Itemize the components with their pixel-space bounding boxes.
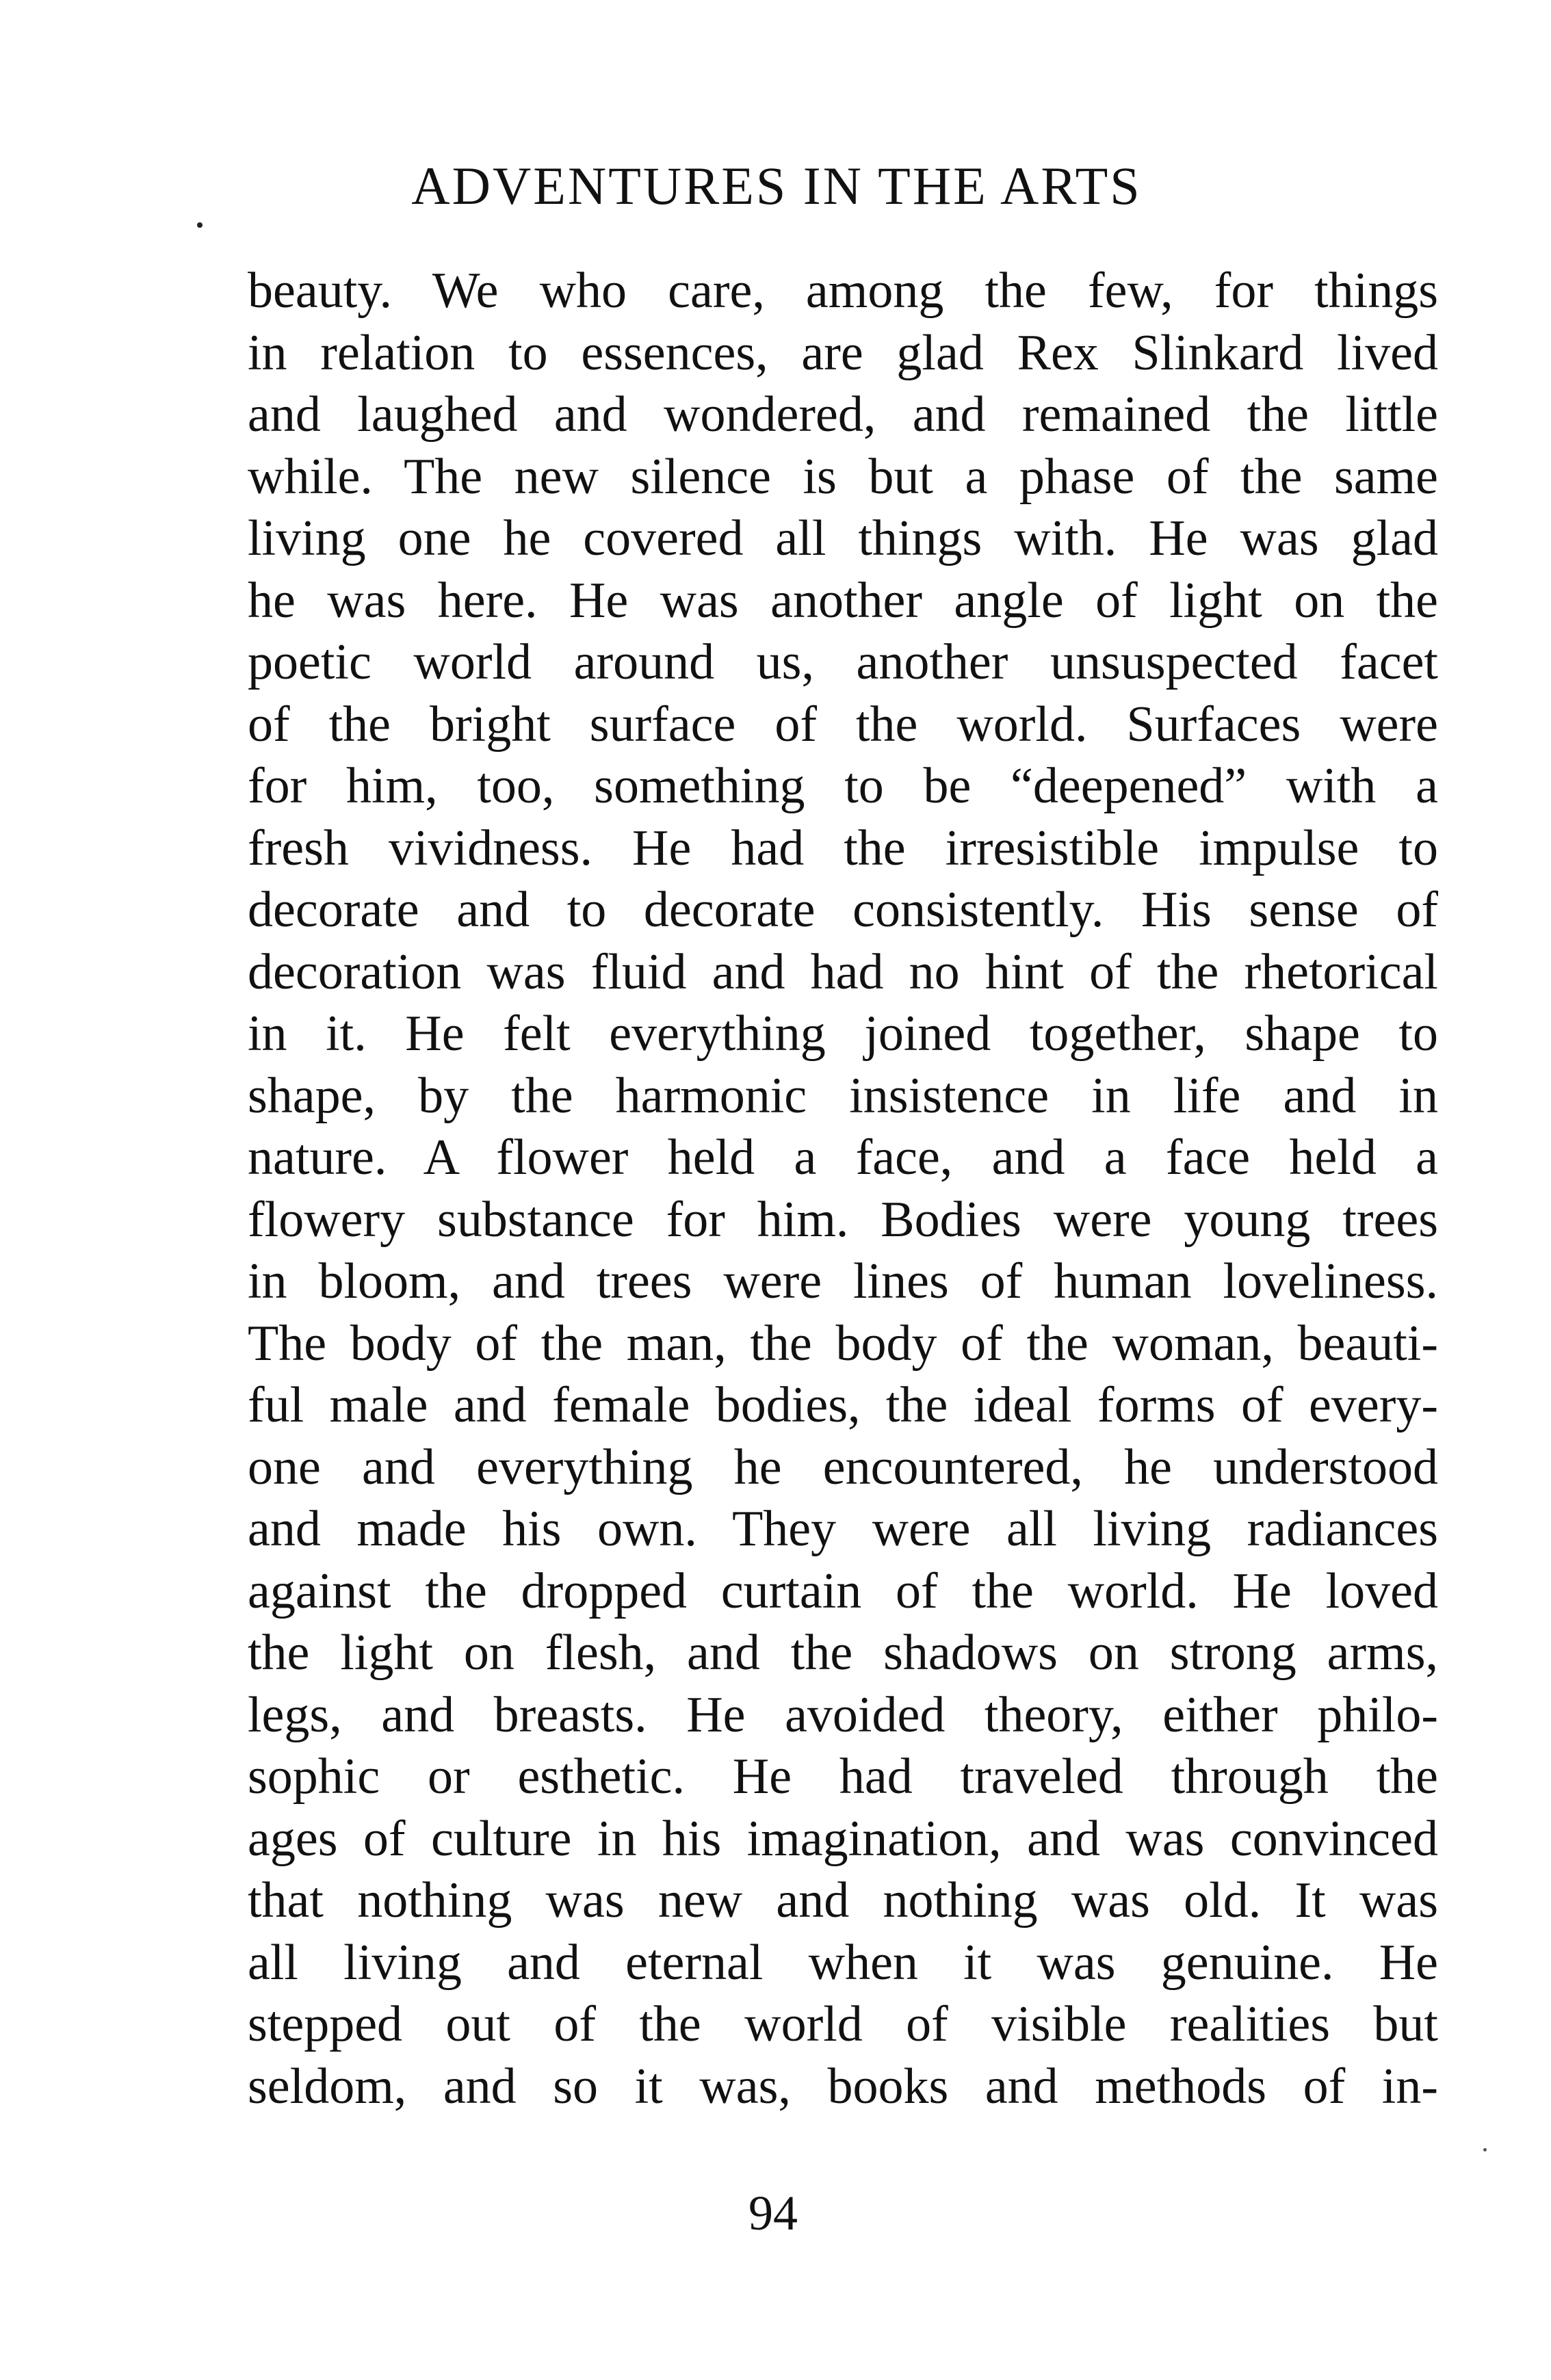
text-line: beauty. We who care, among the few, for things [248, 263, 1438, 319]
text-line: sophic or esthetic. He had traveled through the [248, 1749, 1438, 1805]
running-head: ADVENTURES IN THE ARTS [411, 156, 1142, 215]
text-line: and laughed and wondered, and remained the little [248, 387, 1438, 443]
text-line: for him, too, something to be “deepened” with a [248, 758, 1438, 814]
text-line: decorate and to decorate consistently. His sense of [248, 882, 1438, 938]
text-line: stepped out of the world of visible realities but [248, 1996, 1438, 2052]
text-line: against the dropped curtain of the world. He loved [248, 1562, 1438, 1619]
text-line: the light on flesh, and the shadows on strong arms, [248, 1625, 1438, 1681]
text-line: shape, by the harmonic insistence in life and in [248, 1067, 1438, 1124]
text-line: ful male and female bodies, the ideal forms of every- [248, 1377, 1438, 1433]
text-line: in bloom, and trees were lines of human loveliness. [248, 1253, 1438, 1309]
text-line: while. The new silence is but a phase of the same [248, 448, 1438, 505]
body-text [248, 260, 1438, 2117]
ink-speck [197, 222, 203, 228]
text-line: ages of culture in his imagination, and was convinced [248, 1810, 1438, 1867]
text-line: in it. He felt everything joined together, shape to [248, 1006, 1438, 1062]
text-line: nature. A flower held a face, and a face held a [248, 1129, 1438, 1186]
text-line: flowery substance for him. Bodies were young trees [248, 1191, 1438, 1248]
text-line: fresh vividness. He had the irresistible impulse to [248, 820, 1438, 876]
text-line: that nothing was new and nothing was old. It was [248, 1872, 1438, 1928]
text-line: of the bright surface of the world. Surfaces were [248, 696, 1438, 753]
text-line: decoration was fluid and had no hint of the rhetorical [248, 943, 1438, 1000]
page-number: 94 [748, 2186, 798, 2240]
text-line: legs, and breasts. He avoided theory, either philo- [248, 1686, 1438, 1743]
text-line: The body of the man, the body of the woman, beauti- [248, 1315, 1438, 1372]
ink-speck [1483, 2148, 1487, 2152]
text-line: poetic world around us, another unsuspected facet [248, 634, 1438, 690]
text-line: and made his own. They were all living radiances [248, 1501, 1438, 1557]
text-line: living one he covered all things with. He was glad [248, 510, 1438, 566]
text-line: all living and eternal when it was genuine. He [248, 1934, 1438, 1991]
text-line: one and everything he encountered, he understood [248, 1439, 1438, 1495]
text-line: seldom, and so it was, books and methods of in- [248, 2058, 1438, 2115]
text-line: in relation to essences, are glad Rex Slinkard lived [248, 324, 1438, 381]
text-line: he was here. He was another angle of light on the [248, 572, 1438, 629]
